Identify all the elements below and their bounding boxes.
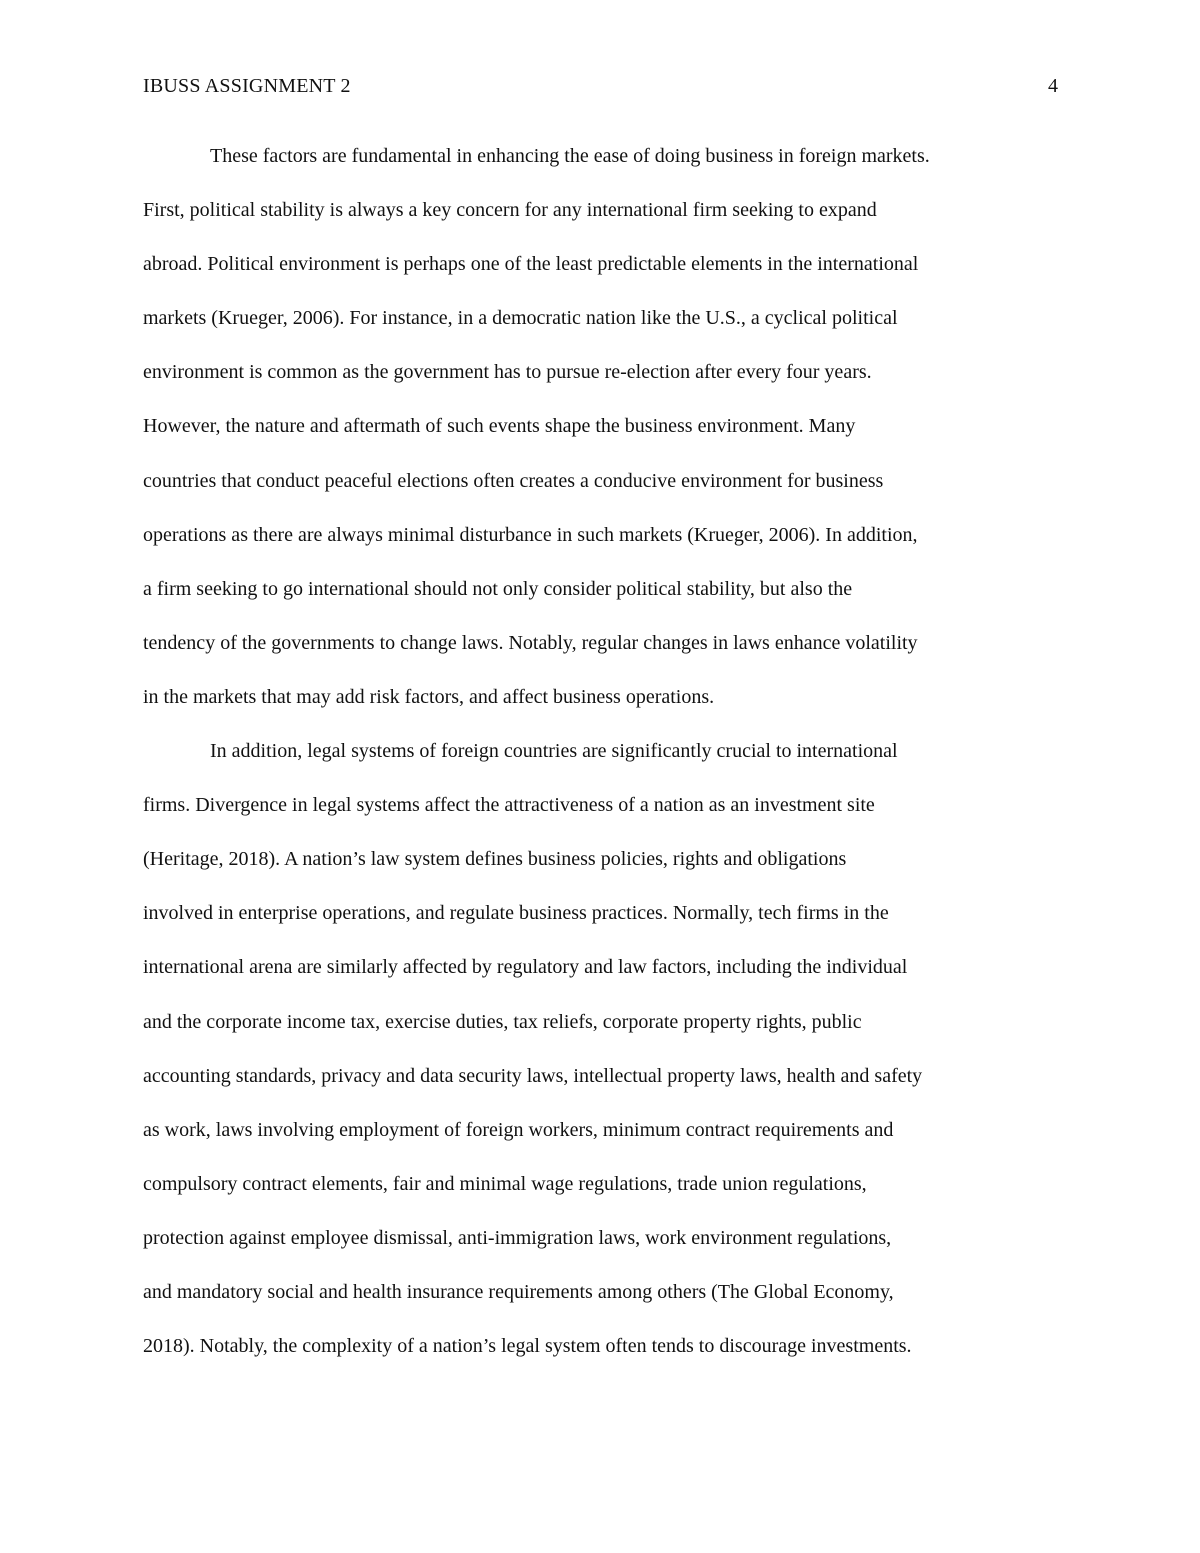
paragraph-2-line: and the corporate income tax, exercise duties, tax reliefs, corporate property rights, public: [143, 1010, 862, 1033]
paragraph-2-line: (Heritage, 2018). A nation’s law system defines business policies, rights and obligations: [143, 848, 847, 871]
paragraph-2-line: In addition, legal systems of foreign countries are significantly crucial to international: [210, 740, 898, 763]
paragraph-1-line: abroad. Political environment is perhaps one of the least predictable elements in the international: [143, 253, 919, 276]
body-text: [143, 140, 1058, 1384]
page-number: 4: [1048, 75, 1058, 97]
paragraph-2-line: 2018). Notably, the complexity of a nation’s legal system often tends to discourage investments.: [143, 1335, 912, 1358]
paragraph-2-line: involved in enterprise operations, and regulate business practices. Normally, tech firms in the: [143, 902, 889, 925]
paragraph-2-line: as work, laws involving employment of foreign workers, minimum contract requirements and: [143, 1118, 894, 1141]
paragraph-2-line: accounting standards, privacy and data security laws, intellectual property laws, health and safety: [143, 1064, 923, 1087]
paragraph-2-line: firms. Divergence in legal systems affect the attractiveness of a nation as an investment site: [143, 794, 875, 817]
paragraph-1-line: environment is common as the government has to pursue re-election after every four years.: [143, 361, 872, 384]
paragraph-1-line: countries that conduct peaceful elections often creates a conducive environment for business: [143, 469, 884, 492]
paragraph-1-line: a firm seeking to go international should not only consider political stability, but also the: [143, 577, 853, 600]
paragraph-2-line: international arena are similarly affected by regulatory and law factors, including the individual: [143, 956, 908, 979]
paragraph-1-line: However, the nature and aftermath of such events shape the business environment. Many: [143, 415, 856, 438]
paragraph-1-line: First, political stability is always a key concern for any international firm seeking to expand: [143, 199, 877, 222]
paragraph-1-line: tendency of the governments to change laws. Notably, regular changes in laws enhance volatility: [143, 631, 918, 654]
paragraph-1-line: These factors are fundamental in enhancing the ease of doing business in foreign markets.: [210, 145, 930, 167]
paragraph-2-line: protection against employee dismissal, anti-immigration laws, work environment regulations,: [143, 1226, 892, 1249]
paragraph-2-line: and mandatory social and health insurance requirements among others (The Global Economy,: [143, 1280, 894, 1303]
running-head: IBUSS ASSIGNMENT 2: [143, 75, 351, 97]
paragraph-1-line: in the markets that may add risk factors, and affect business operations.: [143, 685, 715, 708]
paragraph-2-line: compulsory contract elements, fair and minimal wage regulations, trade union regulations,: [143, 1172, 867, 1195]
paragraph-1-line: operations as there are always minimal disturbance in such markets (Krueger, 2006). In addition,: [143, 523, 918, 546]
paragraph-1-line: markets (Krueger, 2006). For instance, in a democratic nation like the U.S., a cyclical political: [143, 307, 898, 330]
